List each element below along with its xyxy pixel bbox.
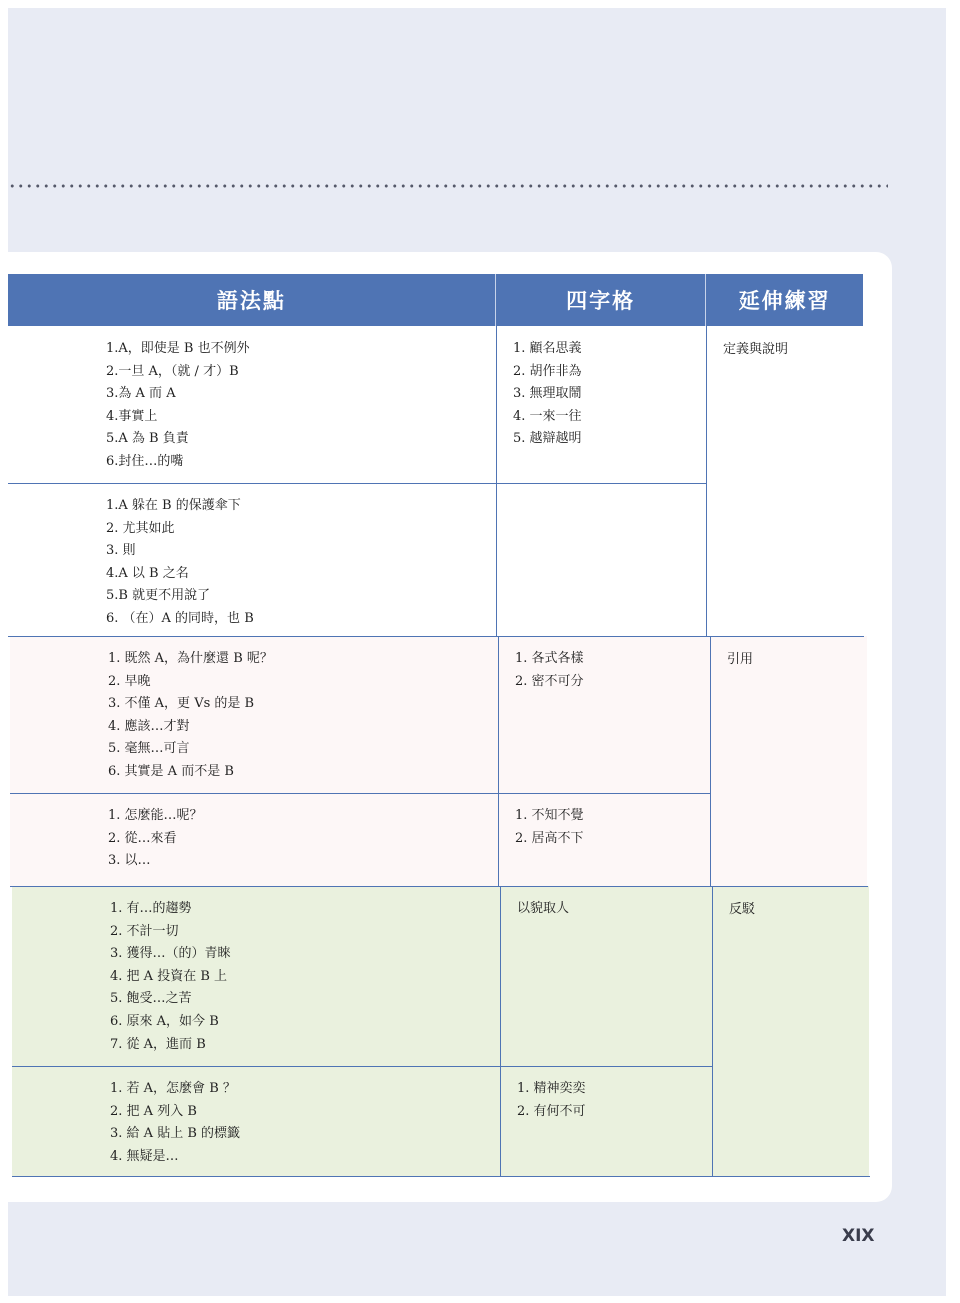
grammar-item: 4.事實上: [106, 408, 158, 424]
grammar-item: 6.封住…的嘴: [106, 453, 184, 469]
grammar-item: 3. 不僅 A，更 Vs 的是 B: [108, 696, 255, 712]
idiom-item: 2. 有何不可: [517, 1103, 586, 1119]
grammar-item: 1.A 躲在 B 的保護傘下: [106, 498, 241, 513]
dotted-divider: [8, 183, 888, 189]
grammar-item: 5.A 為 B 負責: [106, 431, 189, 447]
extension-cell-2: [710, 636, 868, 887]
extension-label: 定義與說明: [723, 342, 789, 357]
idiom-cell: [496, 483, 707, 636]
idiom-cell: [496, 326, 707, 483]
table-row: [10, 793, 710, 887]
grammar-item: 2. 從…來看: [108, 830, 177, 846]
idiom-item: 以貌取人: [517, 901, 570, 916]
grammar-cell: [8, 326, 496, 483]
grammar-cell: [10, 793, 498, 886]
grammar-item: 1. 若 A，怎麼會 B ？: [110, 1081, 236, 1096]
grammar-item: 6. 原來 A，如今 B: [110, 1013, 219, 1029]
grammar-item: 3. 則: [106, 543, 136, 559]
header-extension: 延伸練習: [738, 288, 831, 313]
grammar-cell: [8, 483, 496, 636]
extension-cell-3: [712, 886, 870, 1177]
idiom-cell: [498, 636, 709, 793]
grammar-item: 5.B 就更不用說了: [106, 588, 211, 604]
extension-label: 引用: [727, 652, 754, 667]
idiom-item: 5. 越辯越明: [513, 431, 582, 447]
grammar-item: 2. 不計一切: [110, 923, 179, 939]
grammar-item: 6. （在）A 的同時，也 B: [106, 610, 254, 626]
table-row: [12, 1066, 712, 1177]
idiom-item: 3. 無理取鬧: [513, 386, 582, 402]
idiom-item: 2. 密不可分: [515, 673, 584, 689]
grammar-item: 4. 無疑是…: [110, 1148, 179, 1164]
grammar-item: 5. 毫無…可言: [108, 741, 190, 757]
grammar-item: 3.為 A 而 A: [106, 386, 176, 402]
idiom-item: 2. 居高不下: [515, 830, 584, 846]
grammar-item: 5. 飽受…之苦: [110, 991, 192, 1007]
table-row: [8, 326, 706, 484]
grammar-item: 6. 其實是 A 而不是 B: [108, 763, 234, 779]
idiom-item: 1. 各式各樣: [515, 651, 584, 666]
grammar-item: 1. 怎麼能…呢？: [108, 808, 203, 823]
idiom-cell: [500, 1066, 711, 1176]
grammar-item: 4. 應該…才對: [108, 718, 190, 734]
grammar-item: 1. 既然 A，為什麼還 B 呢？: [108, 651, 273, 666]
grammar-item: 2. 把 A 列入 B: [110, 1103, 197, 1119]
idiom-item: 1. 顧名思義: [513, 341, 582, 356]
grammar-item: 3. 以…: [108, 853, 151, 869]
idiom-item: 1. 精神奕奕: [517, 1081, 586, 1096]
header-idioms: 四字格: [496, 274, 707, 326]
extension-label: 反駁: [729, 902, 756, 917]
grammar-item: 1. 有…的趨勢: [110, 901, 192, 916]
idiom-cell: [498, 793, 709, 886]
grammar-cell: [10, 636, 498, 793]
table-row: [10, 636, 710, 794]
grammar-item: 4. 把 A 投資在 B 上: [110, 968, 228, 984]
grammar-item: 7. 從 A，進而 B: [110, 1036, 206, 1052]
grammar-item: 2. 尤其如此: [106, 520, 175, 536]
idiom-item: 1. 不知不覺: [515, 808, 584, 823]
grammar-item: 1.A，即使是 B 也不例外: [106, 341, 250, 356]
idiom-item: 2. 胡作非為: [513, 363, 582, 379]
page-number: XIX: [842, 1226, 875, 1246]
table-header: [8, 274, 863, 326]
grammar-item: 2. 早晚: [108, 673, 151, 689]
extension-cell-1: [706, 326, 864, 637]
grammar-item: 2.一旦 A，（就 / 才）B: [106, 363, 239, 379]
header-grammar: 語法點: [8, 274, 496, 326]
grammar-item: 3. 給 A 貼上 B 的標籤: [110, 1126, 241, 1142]
grammar-item: 4.A 以 B 之名: [106, 565, 189, 581]
idiom-cell: [500, 886, 711, 1066]
table-row: [12, 886, 712, 1067]
grammar-cell: [12, 886, 500, 1066]
idiom-item: 4. 一來一往: [513, 408, 582, 424]
grammar-cell: [12, 1066, 500, 1176]
grammar-item: 3. 獲得…（的）青睞: [110, 946, 231, 962]
table-row: [8, 483, 706, 637]
